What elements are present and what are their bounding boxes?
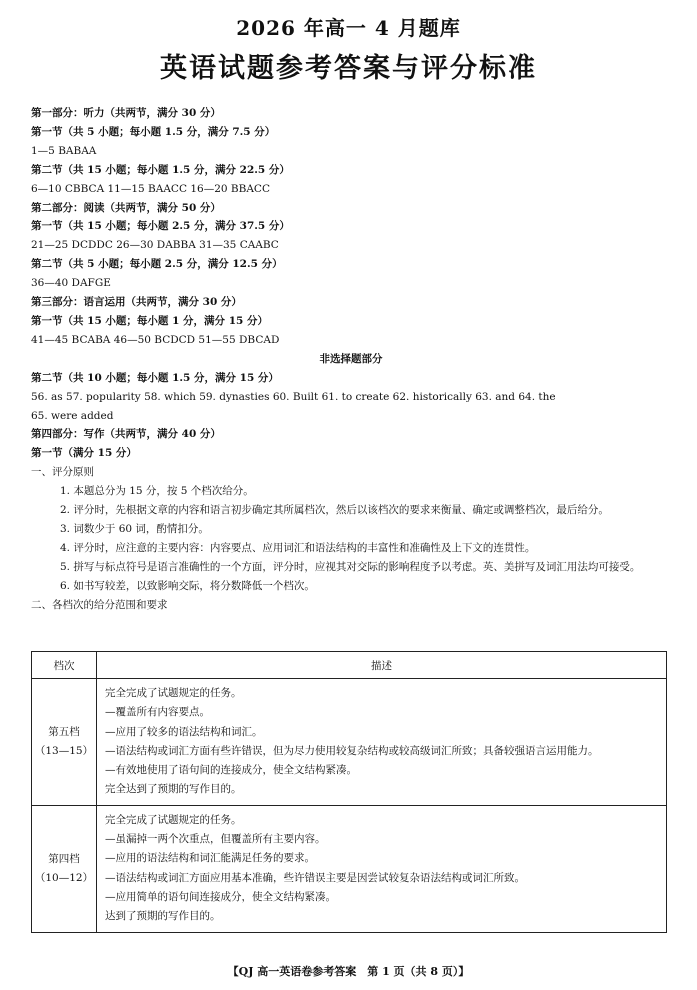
section-heading: 第三部分：语言运用（共两节，满分 30 分）: [31, 296, 242, 309]
answer-line: 2. 评分时，先根据文章的内容和语言初步确定其所属档次，然后以该档次的要求来衡量、确定或调整档次，最后给分。: [60, 504, 609, 517]
answer-line: 3. 词数少于 60 词，酌情扣分。: [60, 522, 209, 535]
answer-line: 56. as 57. popularity 58. which 59. dynasties 60. Built 61. to create 62. historically 63. and 64. the: [31, 390, 556, 403]
level-name: 第四档: [48, 852, 80, 865]
table-row: [32, 679, 667, 806]
section-heading: 第二节（共 15 小题；每小题 1.5 分，满分 22.5 分）: [31, 163, 290, 176]
scoring-table: [31, 651, 667, 933]
section-heading: 第二部分：阅读（共两节，满分 50 分）: [31, 201, 221, 214]
answer-line: 一、评分原则: [31, 466, 94, 479]
section-heading: 第二节（共 10 小题；每小题 1.5 分，满分 15 分）: [31, 371, 279, 384]
description-item: 完全达到了预期的写作目的。: [105, 783, 242, 796]
level-range: （10—12）: [34, 871, 94, 884]
section-heading: 第一节（共 15 小题；每小题 2.5 分，满分 37.5 分）: [31, 220, 290, 233]
answer-line: 1—5 BABAA: [31, 144, 97, 157]
description-cell: [97, 805, 667, 932]
answer-line: 36—40 DAFGE: [31, 277, 111, 290]
description-cell: [97, 679, 667, 806]
description-item: 完全完成了试题规定的任务。: [105, 813, 242, 826]
section-heading: 第二节（共 5 小题；每小题 2.5 分，满分 12.5 分）: [31, 258, 283, 271]
description-item: —语法结构或词汇方面应用基本准确，些许错误主要是因尝试较复杂语法结构或词汇所致。: [105, 871, 525, 884]
document-title: 英语试题参考答案与评分标准: [160, 53, 537, 84]
table-header-row: [32, 652, 667, 679]
description-item: 完全完成了试题规定的任务。: [105, 687, 242, 699]
description-item: —覆盖所有内容要点。: [105, 706, 210, 719]
level-range: （13—15）: [34, 744, 94, 757]
level-cell: [32, 805, 97, 932]
section-heading: 第一节（共 5 小题；每小题 1.5 分，满分 7.5 分）: [31, 125, 276, 138]
page-footer: 【QJ 高一英语卷参考答案 第 1 页（共 8 页）】: [227, 965, 470, 978]
description-item: —语法结构或词汇方面有些许错误，但为尽力使用较复杂结构或较高级词汇所致；具备较强语言运用能力。: [105, 744, 599, 757]
answer-line: 21—25 DCDDC 26—30 DABBA 31—35 CAABC: [31, 239, 279, 252]
header-description: 描述: [97, 652, 667, 679]
answer-lines: [31, 104, 671, 614]
answer-line: 1. 本题总分为 15 分，按 5 个档次给分。: [60, 485, 254, 498]
answer-line: 二、各档次的给分范围和要求: [31, 598, 168, 611]
answer-line: 6. 如书写较差，以致影响交际，将分数降低一个档次。: [60, 579, 315, 592]
section-heading: 第四部分：写作（共两节，满分 40 分）: [31, 428, 221, 441]
description-item: —虽漏掉一两个次重点，但覆盖所有主要内容。: [105, 833, 326, 846]
section-heading: 第一节（共 15 小题；每小题 1 分，满分 15 分）: [31, 314, 268, 327]
answer-line: 65. were added: [31, 409, 114, 422]
section-heading: 第一部分：听力（共两节，满分 30 分）: [31, 107, 221, 119]
answer-line: 5. 拼写与标点符号是语言准确性的一个方面，评分时，应视其对交际的影响程度予以考虑。英、美拼写及词汇用法均可接受。: [60, 560, 641, 573]
level-name: 第五档: [48, 725, 80, 738]
header-level: 档次: [32, 652, 97, 679]
answer-line: 4. 评分时，应注意的主要内容：内容要点、应用词汇和语法结构的丰富性和准确性及上下文的连贯性。: [60, 541, 536, 554]
table-row: [32, 805, 667, 932]
exam-title: 2026 年高一 4 月题库: [236, 16, 461, 40]
section-heading: 非选择题部分: [319, 352, 383, 365]
description-item: —有效地使用了语句间的连接成分，使全文结构紧凑。: [105, 764, 357, 777]
description-item: —应用简单的语句间连接成分，使全文结构紧凑。: [105, 890, 336, 903]
answer-line: 6—10 CBBCA 11—15 BAACC 16—20 BBACC: [31, 182, 270, 195]
answer-line: 41—45 BCABA 46—50 BCDCD 51—55 DBCAD: [31, 333, 280, 346]
section-heading: 第一节（满分 15 分）: [31, 447, 137, 460]
description-item: —应用了较多的语法结构和词汇。: [105, 725, 263, 738]
description-item: —应用的语法结构和词汇能满足任务的要求。: [105, 852, 315, 865]
description-item: 达到了预期的写作目的。: [105, 910, 221, 923]
level-cell: [32, 679, 97, 806]
